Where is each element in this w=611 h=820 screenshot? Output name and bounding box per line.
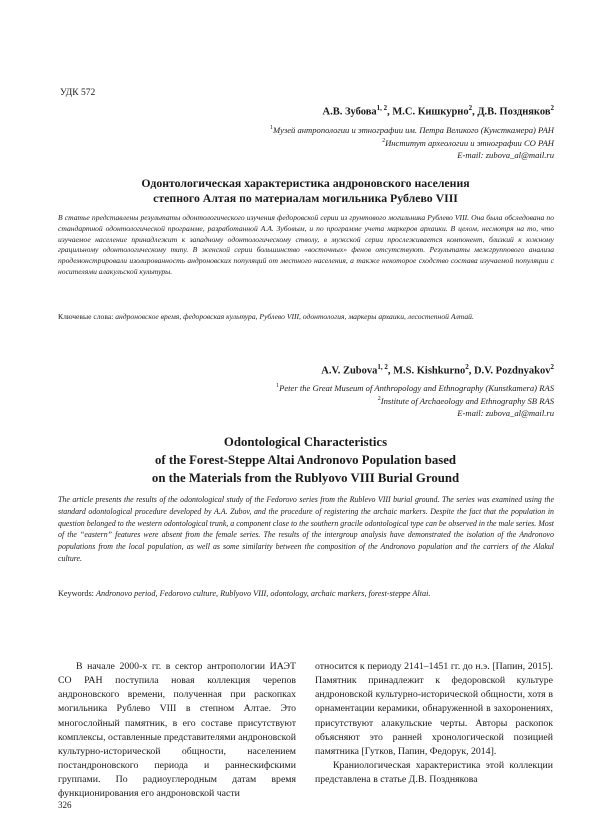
author-2-en: , M.S. Kishkurno: [387, 365, 466, 377]
author-3-ru: , Д.В. Поздняков: [472, 106, 551, 118]
title-ru: [40, 176, 571, 206]
author-1-en: A.V. Zubova: [321, 365, 378, 377]
authors-en: [321, 363, 554, 377]
authors-ru: [323, 104, 555, 118]
author-3-en: , D.V. Pozdnyakov: [468, 365, 551, 377]
page-number: 326: [58, 800, 72, 810]
aff-1-num: 1: [270, 125, 273, 131]
author-2-sup: 2: [468, 104, 473, 112]
author-3-sup: 2: [550, 104, 554, 112]
title-en-line-2: of the Forest-Steppe Altai Andronovo Population based: [155, 453, 456, 467]
body-right-paragraph-2: Краниологическая характеристика этой коллекции представлена в статье Д.В. Позднякова: [315, 760, 553, 786]
keywords-en-text: Andronovo period, Fedorovo culture, Rublyovo VIII, odontology, archaic markers, forest-steppe Altai.: [95, 589, 431, 598]
keywords-en: [58, 588, 554, 599]
affiliation-1-ru: [270, 123, 554, 136]
title-ru-line-2: степного Алтая по материалам могильника Рублево VIII: [153, 191, 458, 205]
aff-1-text: Музей антропологии и этнографии им. Петра Великого (Кунсткамера) РАН: [273, 124, 554, 135]
aff-2-en-num: 2: [377, 396, 381, 403]
author-2-en-sup: 2: [465, 363, 469, 371]
affiliation-2-en: [276, 394, 554, 407]
abstract-en: The article presents the results of the odontological study of the Fedorovo series from the Rublevo VIII burial ground. The series was examined using the standard odontological procedure developed by A.A. Zubov, and the procedure of registering the archaic markers. Despite the fact that the population in question belonged to the western odontological trunk, a component close to the southern gracile odontological type can be observed in the male series. Most of the “eastern” features were absent from the female series. The results of the intergroup analysis have demonstrated the isolation of the Andronovo populations from the local population, as well as some similarity between the composition of the Andronovo population and the carriers of the Alakul culture.: [58, 495, 554, 563]
affiliations-ru: [270, 123, 554, 162]
body-right-column: [315, 660, 553, 787]
body-left-column: В начале 2000-х гг. в сектор антропологии ИАЭТ СО РАН поступила новая коллекция черепов андроновского времени, полученная при раскопках могильника Рублево VIII в степном Алтае. Это многослойный памятник, в его составе присутствуют комплексы, оставленные представителями андроновской культурно-исторической общности, населением постандроновского периода и раннескифскими группами. По радиоуглеродным датам время функционирования его андроновской части: [58, 661, 296, 800]
affiliations-en: [276, 381, 554, 420]
keywords-ru-text: андроновское время, федоровская культура, Рублево VIII, одонтология, маркеры архаики, лесостепной Алтай.: [115, 312, 474, 321]
title-en: [40, 433, 571, 487]
body-right-paragraph-1: относится к периоду 2141–1451 гг. до н.э. [Папин, 2015]. Памятник принадлежит к федоровской культуре андроновской культурно-исторической общности, хотя в орнаментации керамики, обнаруженной в захоронениях, присутствуют алакульские черты. Авторы раскопок объясняют это ранней хронологической позицией памятника [Гутков, Папин, Федорук, 2014].: [315, 661, 553, 757]
abstract-ru: В статье представлены результаты одонтологического изучения федоровской серии из грунтового могильника Рублево VIII. Она была обследована по стандартной одонтологической программе, разработанной А.А. Зубовым, и по программе учета маркеров архаики. В целом, несмотря на то, что изучаемое население принадлежит к западному одонтологическому стволу, в мужской серии прослеживается компонент, близкий к южному грацильному одонтологическому типу. В женской серии большинство «восточных» фенов отсутствуют. Результаты межгруппового анализа продемонстрировали изолированность андроновских популяций от местного населения, а также некоторое сходство состава изучаемой популяции с носителями алакульской культуры.: [58, 213, 554, 276]
keywords-en-label: Keywords:: [58, 589, 94, 598]
email-ru: E-mail: zubova_al@mail.ru: [457, 149, 554, 160]
aff-2-num: 2: [382, 138, 386, 145]
keywords-ru-label: Ключевые слова:: [58, 312, 114, 321]
author-3-en-sup: 2: [550, 363, 554, 371]
email-en: E-mail: zubova_al@mail.ru: [457, 407, 554, 418]
udk-code: УДК 572: [60, 88, 96, 98]
author-1-ru: А.В. Зубова: [322, 106, 377, 118]
keywords-ru: [58, 311, 554, 322]
aff-1-en-text: Peter the Great Museum of Anthropology and Ethnography (Kunstkamera) RAS: [279, 382, 554, 393]
title-en-line-3: on the Materials from the Rublyovo VIII Burial Ground: [151, 471, 460, 485]
title-ru-line-1: Одонтологическая характеристика андроновского населения: [141, 176, 470, 190]
aff-2-text: Институт археологии и этнографии СО РАН: [385, 138, 554, 149]
author-1-sup: 1, 2: [376, 104, 388, 112]
affiliation-2-ru: [270, 136, 554, 149]
author-2-ru: , М.С. Кишкурно: [387, 106, 469, 118]
affiliation-1-en: [276, 381, 554, 394]
author-1-en-sup: 1, 2: [377, 363, 388, 371]
aff-2-en-text: Institute of Archaeology and Ethnography SB RAS: [380, 396, 554, 407]
aff-1-en-num: 1: [276, 383, 280, 389]
title-en-line-1: Odontological Characteristics: [223, 435, 388, 449]
